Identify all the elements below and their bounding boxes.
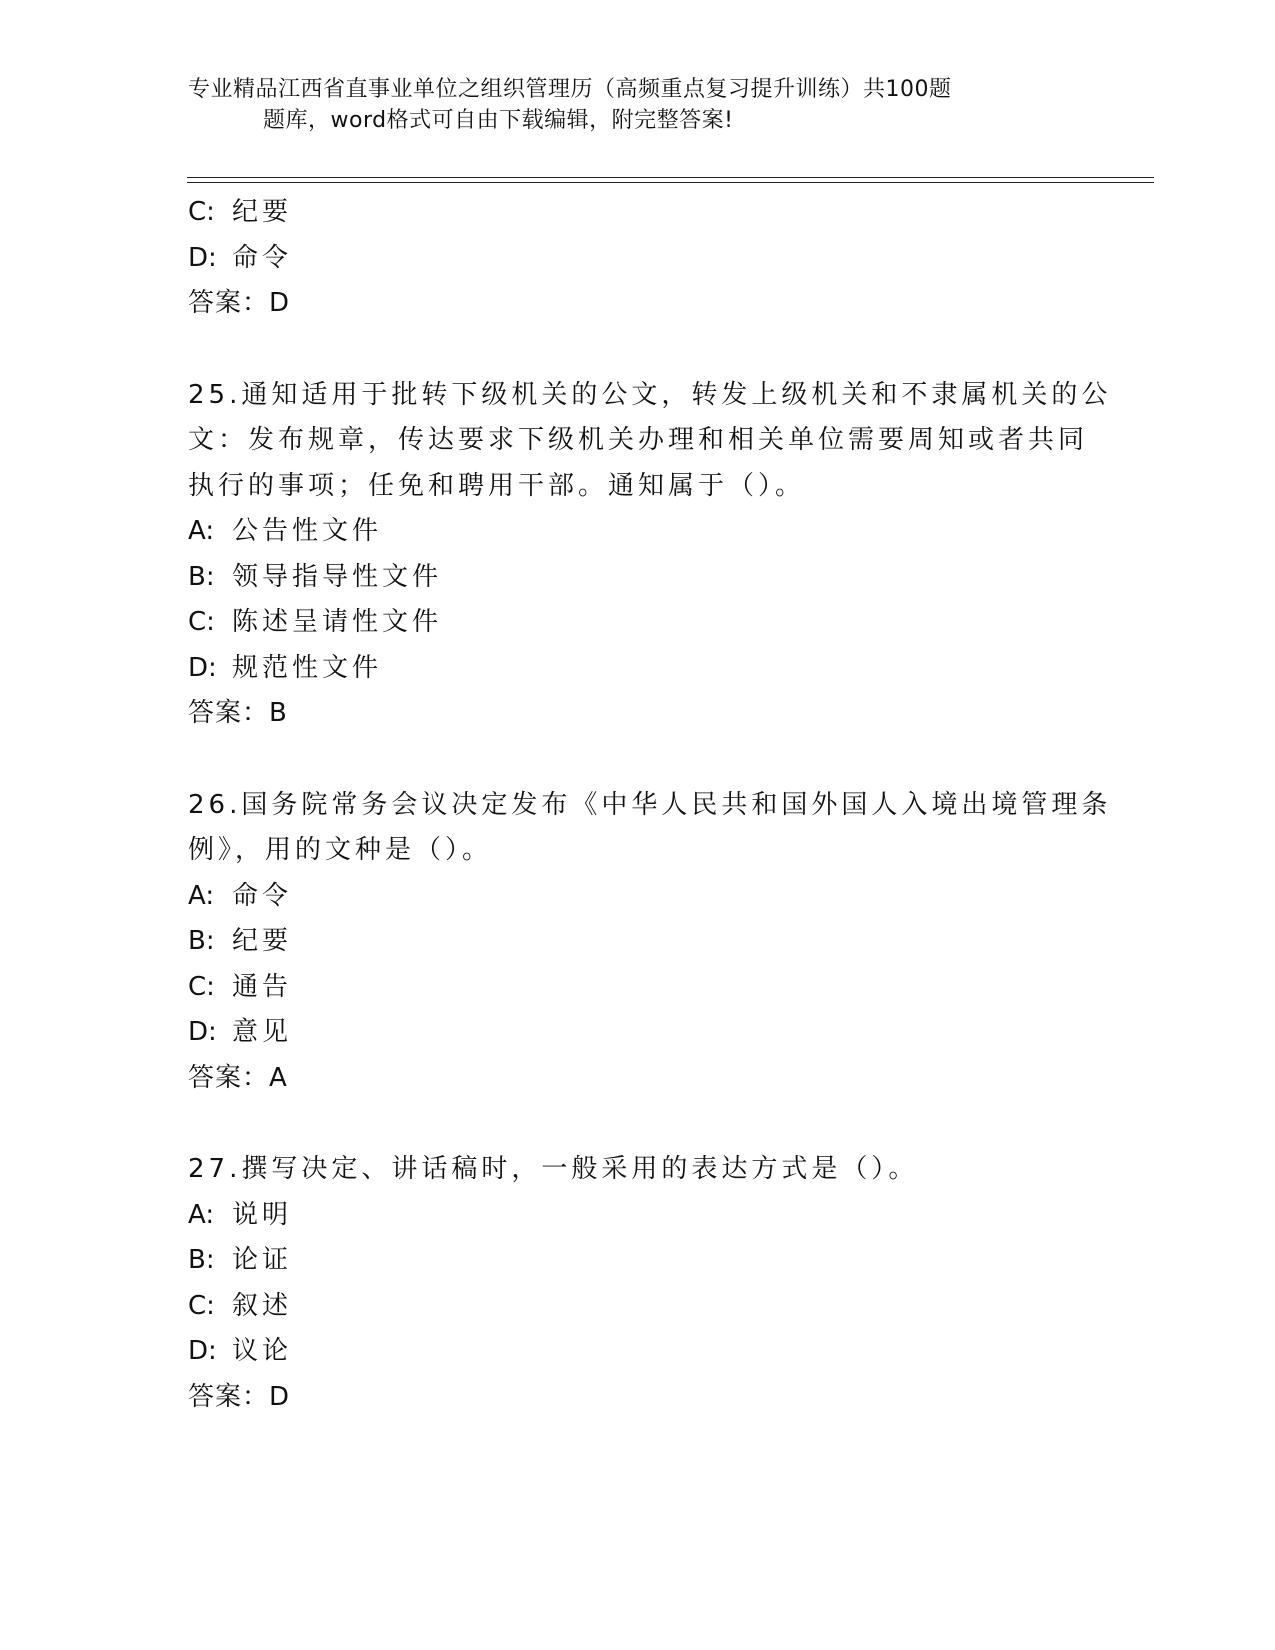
question-25 — [188, 373, 1112, 737]
option-text: 说明 — [232, 1199, 293, 1230]
answer-line: 答案：A — [188, 1062, 288, 1093]
option-a — [188, 509, 1088, 555]
option-c — [188, 1284, 1088, 1330]
answer-line: 答案：D — [188, 1381, 291, 1412]
option-text: 通告 — [232, 971, 293, 1002]
option-key: D: — [188, 652, 217, 683]
option-a — [188, 1193, 1088, 1239]
option-text: 命令 — [232, 242, 293, 273]
answer-line: 答案：B — [188, 698, 288, 728]
question-26 — [188, 783, 1112, 1102]
option-a — [188, 874, 1088, 920]
option-text: 议论 — [232, 1336, 293, 1366]
question-text-line: 25.通知适用于批转下级机关的公文，转发上级机关和不隶属机关的公 — [188, 379, 1112, 410]
question-text-line: 26.国务院常务会议决定发布《中华人民共和国外国人入境出境管理条 — [188, 789, 1112, 820]
option-key: A: — [188, 1199, 215, 1230]
spacer — [188, 737, 1088, 783]
option-key: C: — [188, 607, 215, 637]
option-key: A: — [188, 880, 215, 911]
option-key: B: — [188, 926, 215, 956]
option-text: 意见 — [232, 1017, 293, 1047]
option-text: 规范性文件 — [232, 652, 383, 683]
question-text-line: 27.撰写决定、讲话稿时，一般采用的表达方式是（）。 — [188, 1154, 919, 1184]
option-b — [188, 1238, 1088, 1284]
option-key: A: — [188, 516, 215, 546]
header-title-line-2: 题库，word格式可自由下载编辑，附完整答案! — [263, 108, 734, 133]
option-key: B: — [188, 1245, 215, 1275]
option-c — [188, 190, 1088, 236]
question-text-line: 例》，用的文种是（）。 — [188, 835, 493, 865]
option-text: 领导指导性文件 — [232, 561, 443, 592]
option-d — [188, 1329, 1088, 1375]
option-text: 论证 — [232, 1245, 293, 1275]
document-header — [188, 74, 1048, 136]
option-key: D: — [188, 1017, 217, 1047]
option-key: C: — [188, 197, 215, 227]
option-text: 命令 — [232, 880, 293, 911]
option-d — [188, 1010, 1088, 1056]
option-c — [188, 965, 1088, 1011]
option-key: C: — [188, 971, 215, 1002]
questions-content — [188, 190, 1112, 1420]
option-text: 纪要 — [232, 926, 293, 956]
option-c — [188, 600, 1088, 646]
spacer — [188, 1101, 1088, 1147]
option-key: D: — [188, 242, 217, 273]
option-text: 纪要 — [232, 197, 293, 227]
option-text: 陈述呈请性文件 — [232, 607, 443, 637]
option-b — [188, 555, 1088, 601]
option-text: 叙述 — [232, 1290, 293, 1321]
header-title-line-1: 专业精品江西省直事业单位之组织管理历（高频重点复习提升训练）共100题 — [188, 77, 952, 102]
option-d — [188, 236, 1088, 282]
option-b — [188, 919, 1088, 965]
question-27 — [188, 1147, 1088, 1420]
question-text-line: 执行的事项；任免和聘用干部。通知属于（）。 — [188, 470, 806, 501]
answer-line: 答案：D — [188, 288, 291, 318]
header-divider-bottom — [187, 182, 1154, 183]
question-text-line: 文：发布规章，传达要求下级机关办理和相关单位需要周知或者共同 — [188, 425, 1089, 455]
option-text: 公告性文件 — [232, 516, 383, 546]
option-key: D: — [188, 1336, 217, 1366]
question-continued — [188, 190, 1088, 327]
option-d — [188, 646, 1088, 692]
spacer — [188, 327, 1088, 373]
option-key: C: — [188, 1290, 215, 1321]
header-divider-top — [187, 177, 1154, 178]
option-key: B: — [188, 561, 215, 592]
